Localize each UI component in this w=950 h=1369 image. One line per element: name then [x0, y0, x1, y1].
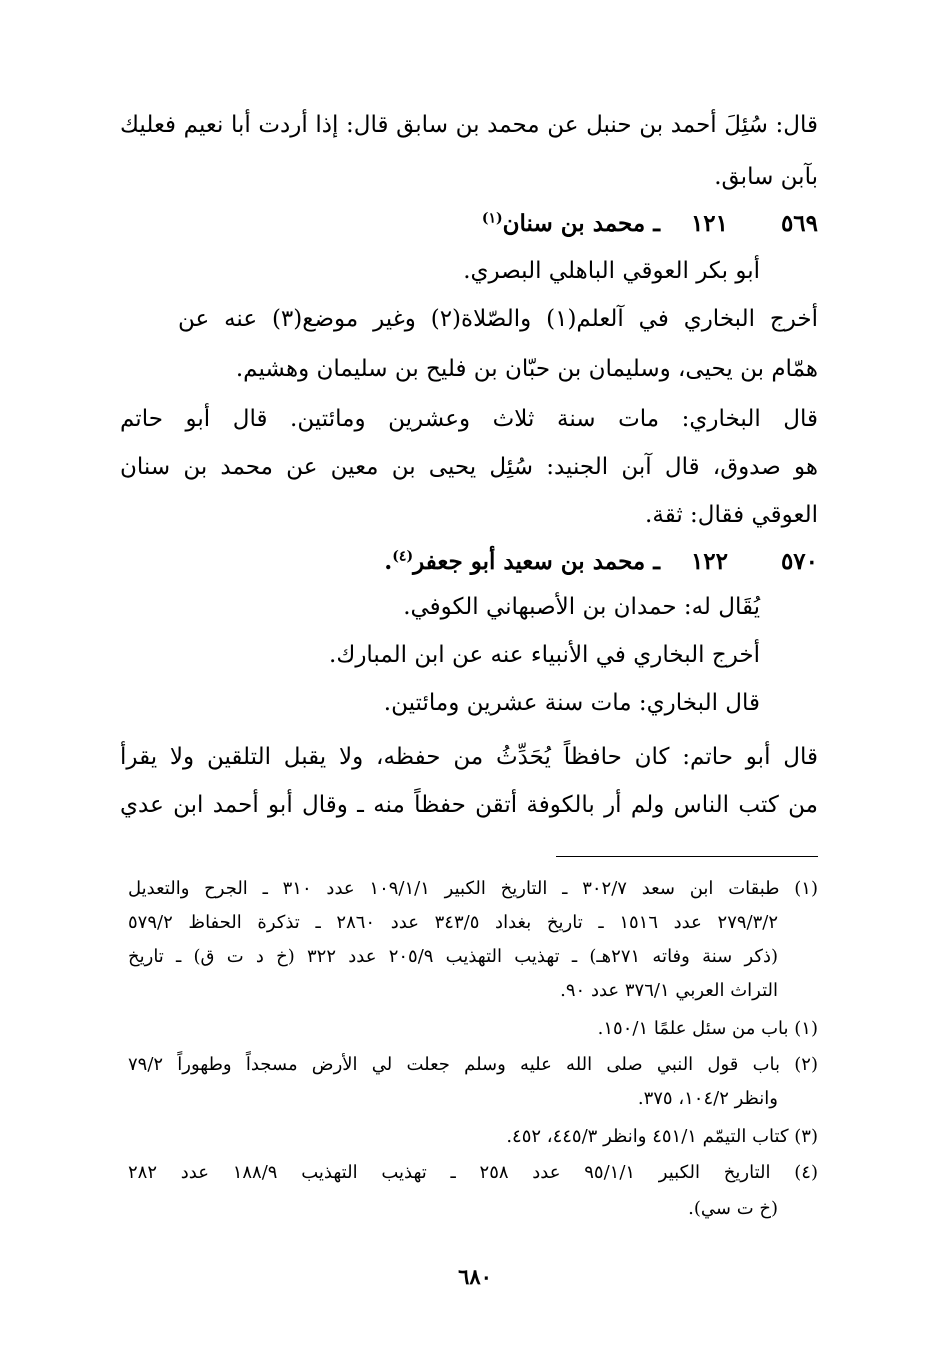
entry-name: ـ محمد بن سنان — [502, 210, 660, 237]
entry-seq: ١٢٢ — [690, 548, 728, 575]
page-number: ٦٨٠ — [458, 1264, 492, 1289]
text-line: أخرج البخاري في آلعلم(١) والصّلاة(٢) وغير موضع(٣) عنه عن — [178, 306, 819, 332]
text-line: هو صدوق، قال آبن الجنيد: سُئِل يحيى بن معين عن محمد بن سنان — [120, 454, 818, 480]
text-line: العوقي فقال: ثقة. — [645, 502, 818, 528]
entry-heading — [482, 210, 818, 237]
text-line: قال: سُئِلَ أحمد بن حنبل عن محمد بن سابق قال: إذا أردت أبا نعيم فعليك — [120, 112, 818, 138]
footnote-separator — [556, 856, 818, 857]
text-line: قال أبو حاتم: كان حافظاً يُحَدِّثُ من حفظه، ولا يقبل التلقين ولا يقرأ — [120, 744, 818, 770]
text-line: يُقَال له: حمدان بن الأصبهاني الكوفي. — [403, 594, 760, 620]
footnote-line: وانظر ١٠٤/٢، ٣٧٥. — [637, 1088, 778, 1109]
text-line: أبو بكر العوقي الباهلي البصري. — [463, 258, 760, 284]
text-line: بآبن سابق. — [714, 164, 818, 190]
entry-seq: ١٢١ — [690, 210, 728, 237]
entry-number: ٥٧٠ — [780, 548, 818, 575]
footnote-line: (٤) التاريخ الكبير ٩٥/١/١ عدد ٢٥٨ ـ تهذيب التهذيب ١٨٨/٩ عدد ٢٨٢ — [128, 1162, 818, 1183]
footnote-line: (٣) كتاب التيمّم ٤٥١/١ وانظر ٤٤٥/٣، ٤٥٢. — [506, 1126, 818, 1147]
footnote-marker: (٤) — [392, 548, 414, 565]
footnote-line: (١) طبقات ابن سعد ٣٠٢/٧ ـ التاريخ الكبير ١٠٩/١/١ عدد ٣١٠ ـ الجرح والتعديل — [128, 878, 818, 899]
text-line: قال البخاري: مات سنة ثلاث وعشرين ومائتين. قال أبو حاتم — [120, 406, 818, 432]
footnote-marker: (١) — [481, 210, 503, 227]
text-line: قال البخاري: مات سنة عشرين ومائتين. — [383, 690, 760, 716]
footnote-line: التراث العربي ٣٧٦/١ عدد ٩٠. — [560, 980, 778, 1001]
text-line: همّام بن يحيى، وسليمان بن حبّان بن فليح بن سليمان وهشيم. — [235, 356, 818, 382]
text-line: من كتب الناس ولم أر بالكوفة أتقن حفظاً منه ـ وقال أبو أحمد ابن عدي — [120, 792, 818, 818]
entry-name: ـ محمد بن سعيد أبو جعفر — [413, 548, 660, 575]
text-line: أخرج البخاري في الأنبياء عنه عن ابن المبارك. — [329, 642, 760, 668]
footnote-line: (ذكر سنة وفاته ٢٧١هـ) ـ تهذيب التهذيب ٢٠٥/٩ عدد ٣٢٢ (خ د ت ق) ـ تاريخ — [128, 946, 778, 967]
footnote-line: ٢٧٩/٣/٢ عدد ١٥١٦ ـ تاريخ بغداد ٣٤٣/٥ عدد ٢٨٦٠ ـ تذكرة الحفاظ ٥٧٩/٢ — [128, 912, 778, 933]
footnote-line: (٢) باب قول النبي صلى الله عليه وسلم جعلت لي الأرض مسجداً وطهوراً ٧٩/٢ — [128, 1054, 818, 1075]
entry-number: ٥٦٩ — [780, 210, 818, 237]
footnote-line: (١) باب من سئل علمًا ١٥٠/١. — [597, 1018, 818, 1039]
entry-heading: ٥٧٠١٢٢ ـ محمد بن سعيد أبو جعفر$^{(٤)}$. — [384, 548, 818, 575]
footnote-line: (خ ت سي). — [688, 1198, 778, 1219]
